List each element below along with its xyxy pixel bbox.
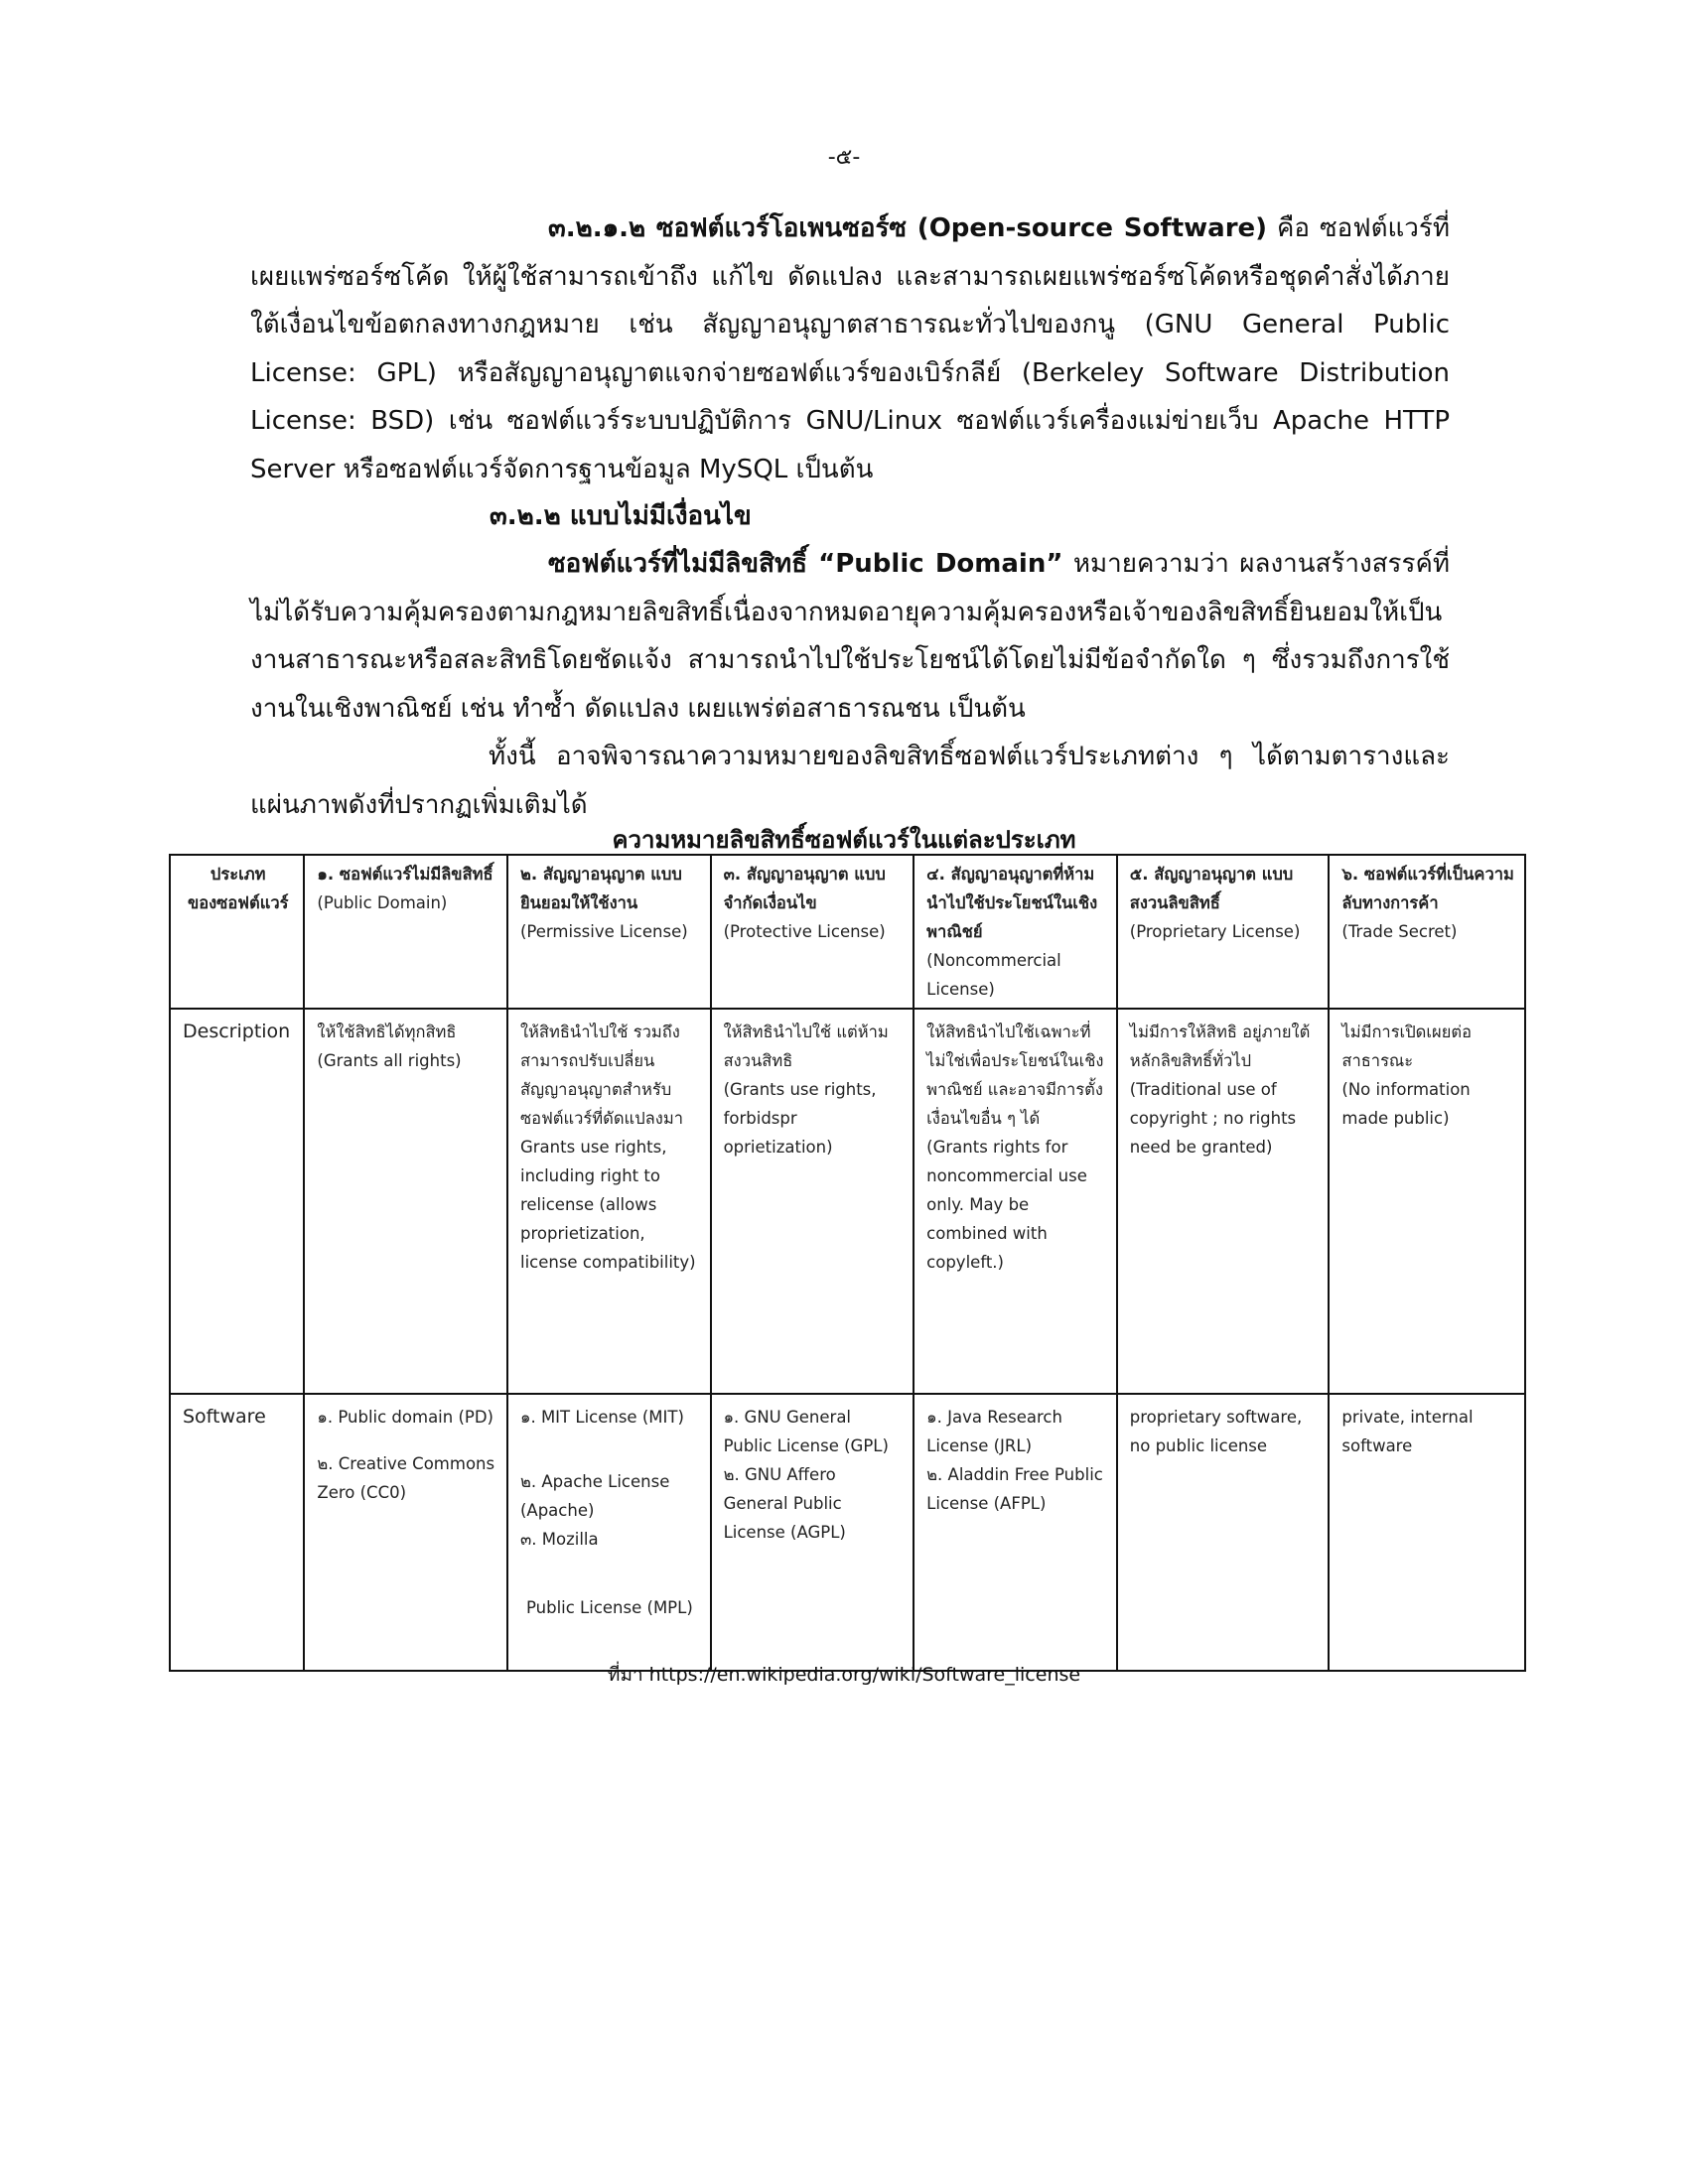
software-public-domain bbox=[304, 1394, 507, 1671]
paragraph-public-domain bbox=[250, 540, 1450, 733]
desc-th: ให้สิทธินำไปใช้เฉพาะที่ไม่ใช่เพื่อประโยชน์ในเชิงพาณิชย์ และอาจมีการตั้งเงื่อนไขอื่น ๆ ได้ bbox=[926, 1023, 1104, 1128]
desc-th: ไม่มีการเปิดเผยต่อสาธารณะ bbox=[1341, 1023, 1472, 1070]
table-title: ความหมายลิขสิทธิ์ซอฟต์แวร์ในแต่ละประเภท bbox=[612, 826, 1076, 854]
software-trade-secret bbox=[1329, 1394, 1525, 1671]
desc-th: ไม่มีการให้สิทธิ อยู่ภายใต้หลักลิขสิทธิ์ทั่วไป bbox=[1129, 1023, 1311, 1070]
software-protective bbox=[711, 1394, 914, 1671]
header-th: ๔. สัญญาอนุญาตที่ห้ามนำไปใช้ประโยชน์ในเชิงพาณิชย์ bbox=[926, 865, 1098, 941]
software-item: ๑. GNU General Public License (GPL) bbox=[723, 1408, 889, 1455]
header-trade-secret bbox=[1329, 855, 1525, 1009]
header-corner bbox=[170, 855, 304, 1009]
software-item: ๒. Aladdin Free Public License (AFPL) bbox=[926, 1465, 1103, 1513]
header-en: (Trade Secret) bbox=[1341, 922, 1458, 941]
header-th: ๖. ซอฟต์แวร์ที่เป็นความลับทางการค้า bbox=[1341, 865, 1514, 912]
software-item: ๑. MIT License (MIT) bbox=[519, 1408, 684, 1427]
desc-en: (Grants rights for noncommercial use only. May be combined with copyleft.) bbox=[926, 1138, 1087, 1272]
header-public-domain bbox=[304, 855, 507, 1009]
paragraph-closing bbox=[250, 733, 1450, 829]
header-corner-line1: ประเภท bbox=[210, 865, 266, 884]
desc-public-domain bbox=[304, 1009, 507, 1394]
header-protective bbox=[711, 855, 914, 1009]
license-table bbox=[169, 854, 1526, 1672]
desc-en: (Traditional use of copyright ; no rights need be granted) bbox=[1129, 1080, 1297, 1157]
table-row-software bbox=[170, 1394, 1525, 1671]
desc-protective bbox=[711, 1009, 914, 1394]
heading-open-source: ๓.๒.๑.๒ ซอฟต์แวร์โอเพนซอร์ซ (Open-source Software) bbox=[548, 213, 1268, 243]
closing-text: ทั้งนี้ อาจพิจารณาความหมายของลิขสิทธิ์ซอฟต์แวร์ประเภทต่าง ๆ ได้ตามตารางและแผ่นภาพดังที่ปรากฏเพิ่มเติมได้ bbox=[250, 742, 1450, 820]
text-open-source: คือ ซอฟต์แวร์ที่เผยแพร่ซอร์ซโค้ด ให้ผู้ใช้สามารถเข้าถึง แก้ไข ดัดแปลง และสามารถเผยแพร่ซอร์ซโค้ดหรือชุดคำสั่งได้ภายใต้เงื่อนไขข้อตกลงทางกฎหมาย เช่น สัญญาอนุญาตสาธารณะทั่วไปของกนู (GNU General Public License: GPL) หรือสัญญาอนุญาตแจกจ่ายซอฟต์แวร์ของเบิร์กลีย์ (Berkeley Software Distribution License: BSD) เช่น ซอฟต์แวร์ระบบปฏิบัติการ GNU/Linux ซอฟต์แวร์เครื่องแม่ข่ายเว็บ Apache HTTP Server หรือซอฟต์แวร์จัดการฐานข้อมูล MySQL เป็นต้น bbox=[250, 213, 1450, 484]
software-noncommercial bbox=[914, 1394, 1117, 1671]
heading-unconditional: ๓.๒.๒ แบบไม่มีเงื่อนไข bbox=[490, 501, 752, 531]
desc-proprietary bbox=[1117, 1009, 1330, 1394]
desc-permissive bbox=[507, 1009, 711, 1394]
desc-th: ให้ใช้สิทธิได้ทุกสิทธิ bbox=[317, 1023, 457, 1041]
software-permissive bbox=[507, 1394, 711, 1671]
software-item: ๒. Apache License (Apache) bbox=[519, 1472, 670, 1520]
header-th: ๒. สัญญาอนุญาต แบบยินยอมให้ใช้งาน bbox=[519, 865, 682, 912]
header-en: (Proprietary License) bbox=[1129, 922, 1301, 941]
header-en: (Protective License) bbox=[723, 922, 886, 941]
software-item: ๑. Public domain (PD) bbox=[317, 1408, 493, 1427]
row-label-description: Description bbox=[170, 1009, 304, 1394]
text-public-domain: หมายความว่า ผลงานสร้างสรรค์ที่ไม่ได้รับความคุ้มครองตามกฎหมายลิขสิทธิ์เนื่องจากหมดอายุความคุ้มครองหรือเจ้าของลิขสิทธิ์ยินยอมให้เป็นงานสาธารณะหรือสละสิทธิโดยชัดแจ้ง สามารถนำไปใช้ประโยชน์ได้โดยไม่มีข้อจำกัดใด ๆ ซึ่งรวมถึงการใช้งานในเชิงพาณิชย์ เช่น ทำซ้ำ ดัดแปลง เผยแพร่ต่อสาธารณชน เป็นต้น bbox=[250, 549, 1450, 724]
desc-en: (Grants all rights) bbox=[317, 1051, 462, 1070]
header-en: (Permissive License) bbox=[519, 922, 688, 941]
software-item: ๑. Java Research License (JRL) bbox=[926, 1408, 1062, 1455]
header-th: ๑. ซอฟต์แวร์ไม่มีลิขสิทธิ์ bbox=[317, 865, 493, 884]
desc-trade-secret bbox=[1329, 1009, 1525, 1394]
desc-en: (No information made public) bbox=[1341, 1080, 1471, 1128]
desc-noncommercial bbox=[914, 1009, 1117, 1394]
software-item: Public License (MPL) bbox=[525, 1598, 693, 1617]
software-item: ๓. Mozilla bbox=[519, 1530, 599, 1549]
header-en: (Public Domain) bbox=[317, 893, 448, 912]
header-proprietary bbox=[1117, 855, 1330, 1009]
source-note: ที่มา https://en.wikipedia.org/wiki/Software_license bbox=[607, 1664, 1081, 1686]
desc-en: (Grants use rights, forbidspr oprietization) bbox=[723, 1080, 877, 1157]
header-th: ๕. สัญญาอนุญาต แบบสงวนลิขสิทธิ์ bbox=[1129, 865, 1294, 912]
software-item: ๒. GNU Affero General Public License (AGPL) bbox=[723, 1465, 846, 1542]
heading-public-domain: ซอฟต์แวร์ที่ไม่มีลิขสิทธิ์ “Public Domain” bbox=[548, 549, 1063, 579]
page-number: -๕- bbox=[827, 145, 861, 170]
software-proprietary bbox=[1117, 1394, 1330, 1671]
header-corner-line2: ของซอฟต์แวร์ bbox=[187, 893, 289, 912]
table-row-description bbox=[170, 1009, 1525, 1394]
paragraph-open-source bbox=[250, 205, 1450, 493]
software-item: ๒. Creative Commons Zero (CC0) bbox=[317, 1454, 495, 1502]
header-en: (Noncommercial License) bbox=[926, 951, 1061, 999]
desc-en: Grants use rights, including right to relicense (allows proprietization, license compatibility) bbox=[519, 1138, 696, 1272]
desc-th: ให้สิทธินำไปใช้ แต่ห้ามสงวนสิทธิ bbox=[723, 1023, 889, 1070]
header-th: ๓. สัญญาอนุญาต แบบจำกัดเงื่อนไข bbox=[723, 865, 886, 912]
desc-th: ให้สิทธินำไปใช้ รวมถึงสามารถปรับเปลี่ยนสัญญาอนุญาตสำหรับซอฟต์แวร์ที่ดัดแปลงมา bbox=[519, 1023, 683, 1128]
row-label-software: Software bbox=[170, 1394, 304, 1671]
software-item: proprietary software, no public license bbox=[1129, 1408, 1303, 1455]
header-permissive bbox=[507, 855, 711, 1009]
software-item: private, internal software bbox=[1341, 1408, 1474, 1455]
header-noncommercial bbox=[914, 855, 1117, 1009]
table-header-row bbox=[170, 855, 1525, 1009]
